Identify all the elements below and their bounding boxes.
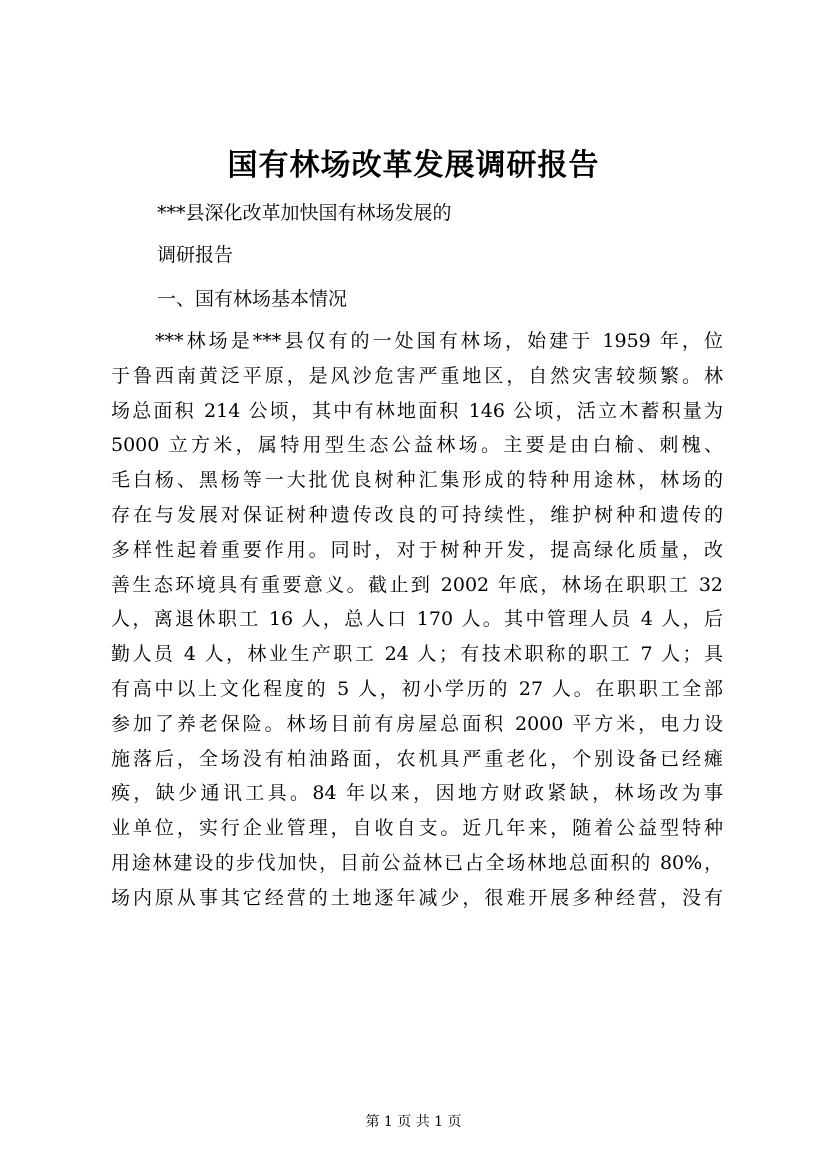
body-line: 施落后，全场没有柏油路面，农机具严重老化，个别设备已经瘫 — [111, 747, 723, 770]
section-heading: 一、国有林场基本情况 — [157, 288, 348, 310]
body-line: 多样性起着重要作用。同时，对于树种开发，提高绿化质量，改 — [111, 538, 723, 561]
body-line: 有高中以上文化程度的 5 人，初小学历的 27 人。在职职工全部 — [111, 677, 723, 700]
body-line: 于鲁西南黄泛平原，是风沙危害严重地区，自然灾害较频繁。林 — [111, 364, 723, 387]
body-line: 业单位，实行企业管理，自收自支。近几年来，随着公益型特种 — [111, 817, 723, 840]
body-line: 人，离退休职工 16 人，总人口 170 人。其中管理人员 4 人，后 — [111, 608, 723, 631]
subtitle-line-1: ***县深化改革加快国有林场发展的 — [157, 202, 452, 224]
body-line: 参加了养老保险。林场目前有房屋总面积 2000 平方米，电力设 — [111, 712, 723, 735]
body-line: 用途林建设的步伐加快，目前公益林已占全场林地总面积的 80%， — [111, 851, 723, 874]
body-line: 善生态环境具有重要意义。截止到 2002 年底，林场在职职工 32 — [111, 573, 723, 596]
page-footer: 第 1 页 共 1 页 — [365, 1114, 462, 1130]
body-line: 场内原从事其它经营的土地逐年减少，很难开展多种经营，没有 — [111, 886, 723, 909]
body-line: 5000 立方米，属特用型生态公益林场。主要是由白榆、刺槐、 — [111, 434, 723, 457]
body-line: 毛白杨、黑杨等一大批优良树种汇集形成的特种用途林，林场的 — [111, 469, 723, 492]
body-paragraph — [111, 324, 723, 916]
body-line: 场总面积 214 公顷，其中有林地面积 146 公顷，活立木蓄积量为 — [111, 399, 723, 422]
body-line: 存在与发展对保证树种遗传改良的可持续性，维护树种和遗传的 — [111, 503, 723, 526]
document-title: 国有林场改革发展调研报告 — [227, 148, 600, 183]
body-line: ***林场是***县仅有的一处国有林场，始建于 1959 年，位 — [155, 330, 723, 352]
body-line: 痪，缺少通讯工具。84 年以来，因地方财政紧缺，林场改为事 — [111, 782, 723, 805]
body-line: 勤人员 4 人，林业生产职工 24 人；有技术职称的职工 7 人；具 — [111, 643, 723, 666]
subtitle-line-2: 调研报告 — [157, 244, 234, 266]
